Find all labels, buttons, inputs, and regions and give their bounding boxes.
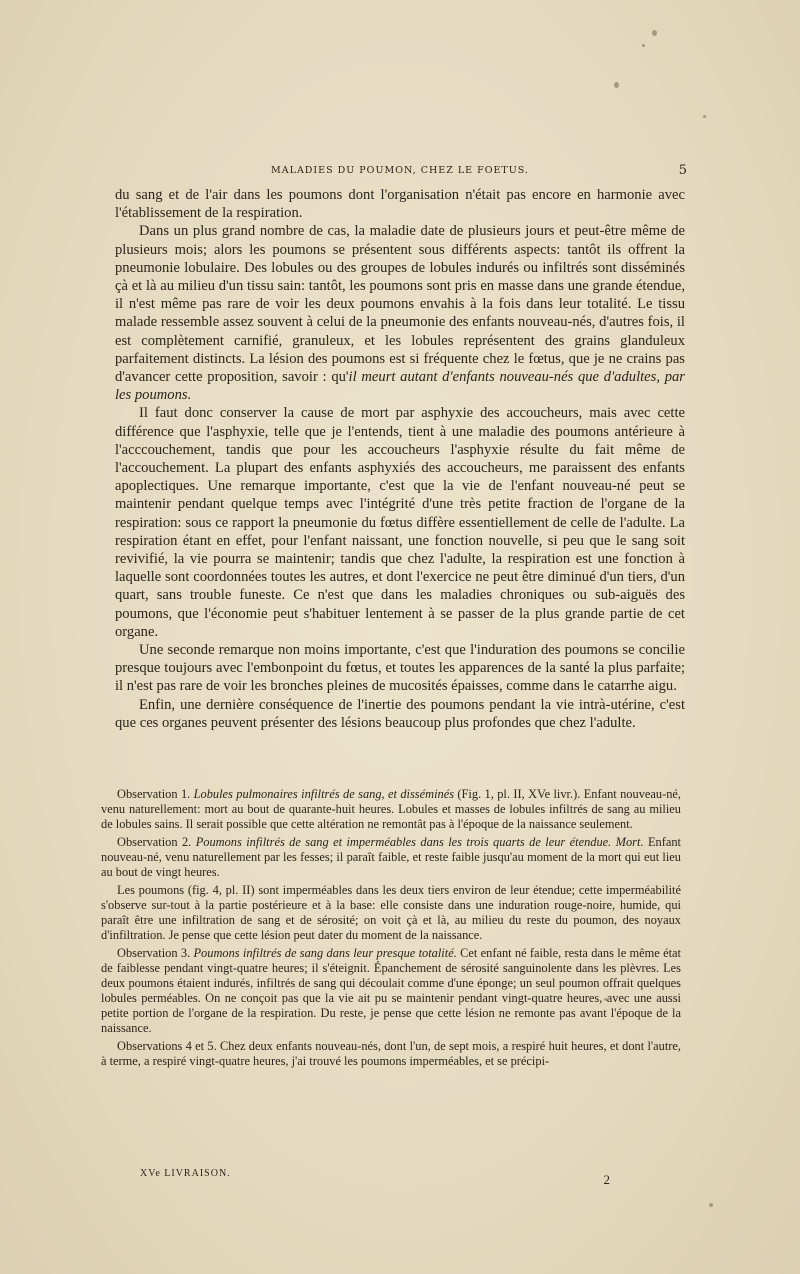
observation-title: Lobules pulmonaires infiltrés de sang, et disséminés [193, 787, 455, 801]
signature-mark: 2 [603, 1172, 610, 1187]
paper-speck [703, 115, 706, 118]
paragraph: du sang et de l'air dans les poumons dont l'organisation n'était pas encore en harmonie avec l'établissement de la respiration. [115, 187, 685, 222]
observation-title: Poumons infiltrés de sang et imperméables dans les trois quarts de leur étendue. Mort. [195, 835, 644, 849]
paragraph: Une seconde remarque non moins importante, c'est que l'induration des poumons se concilie presque toujours avec l'embonpoint du fœtus, et toutes les apparences de la santé la plus parfaite; il n'est pas rare de voir les bronches pleines de mucosités épaisses, comme dans le catarrhe aigu. [115, 642, 685, 695]
page-number: 5 [678, 163, 687, 178]
observation: Observation 1. Lobules pulmonaires infiltrés de sang, et disséminés (Fig. 1, pl. II, XVe livr.). Enfant nouveau-né, venu naturellement: mort au bout de quarante-huit heures. Lobules et masses de lobules infiltrés de sang au milieu de lobules sains. Il serait possible que cette altération ne remontât pas à l'époque de la naissance seulement. [101, 787, 681, 831]
paragraph: Enfin, une dernière conséquence de l'inertie des poumons pendant la vie intrà-utérine, c'est que ces organes peuvent présenter des lésions beaucoup plus profondes que chez l'adulte. [115, 696, 685, 731]
observation: Les poumons (fig. 4, pl. II) sont imperméables dans les deux tiers environ de leur étendue; cette imperméabilité s'observe sur-tout à la partie postérieure et à la base: elle consiste dans une induration rouge-noire, humide, qui paraît être une infiltration de sang et de sérosité; on voit çà et là, au milieu du reste du poumon, des noyaux d'infiltration. Je pense que cette lésion peut dater du moment de la naissance. [101, 883, 681, 942]
paper-speck [709, 1203, 713, 1207]
main-text [115, 186, 685, 732]
paper-speck [614, 82, 619, 88]
running-head: MALADIES DU POUMON, CHEZ LE FOETUS. [271, 165, 529, 176]
emphasis: il meurt autant d'enfants nouveau-nés que d'adultes, par les poumons. [115, 369, 685, 404]
paragraph: Dans un plus grand nombre de cas, la maladie date de plusieurs jours et peut-être même de plusieurs mois; alors les poumons se présentent sous différents aspects: tantôt ils offrent la pneumonie lobulaire. Des lobules ou des groupes de lobules indurés ou infiltrés sont disséminés çà et là au milieu d'un tissu sain: tantôt, les poumons sont pris en masse dans une grande étendue, il n'est même pas rare de voir les deux poumons envahis à la fois dans leur totalité. Le tissu malade ressemble assez souvent à celui de la pneumonie des enfants nouveau-nés, d'autres fois, il est complètement carnifié, granuleux, et les lobules représentent des grains glanduleux parfaitement distincts. La lésion des poumons est si fréquente chez le fœtus, que je ne crains pas d'avancer cette proposition, savoir : qu'il meurt autant d'enfants nouveau-nés que d'adultes, par les poumons. [115, 223, 685, 404]
paper-speck [642, 44, 645, 47]
observation: Observations 4 et 5. Chez deux enfants nouveau-nés, dont l'un, de sept mois, a respiré huit heures, et dont l'autre, à terme, a respiré vingt-quatre heures, j'ai trouvé les poumons imperméables, et se précipi- [101, 1039, 681, 1068]
observations [101, 787, 681, 1072]
observation: Observation 3. Poumons infiltrés de sang dans leur presque totalité. Cet enfant né faible, resta dans le même état de faiblesse pendant vingt-quatre heures; il s'éteignit. Épanchement de sérosité sanguinolente dans les plèvres. Les deux poumons étaient indurés, infiltrés de sang qui découlait comme d'une éponge; un seul poumon offrait quelques lobules perméables. On ne conçoit pas que la vie ait pu se maintenir pendant vingt-quatre heures, avec une aussi petite portion de l'organe de la respiration. Du reste, je pense que cette lésion ne remonte pas avant l'époque de la naissance. [101, 946, 681, 1035]
observation: Observation 2. Poumons infiltrés de sang et imperméables dans les trois quarts de leur étendue. Mort. Enfant nouveau-né, venu naturellement par les fesses; il paraît faible, et reste faible jusqu'au moment de la mort qui eut lieu au bout de vingt heures. [101, 835, 681, 879]
observation-title: Poumons infiltrés de sang dans leur presque totalité. [193, 946, 457, 960]
paper-speck [652, 30, 657, 36]
paragraph: Il faut donc conserver la cause de mort par asphyxie des accoucheurs, mais avec cette différence que l'asphyxie, telle que je l'entends, tient à une maladie des poumons antérieure à l'acccouchement, tandis que pour les accoucheurs l'asphyxie résulte du fait même de l'accouchement. La plupart des enfants asphyxiés des accoucheurs, me paraissent des enfants apoplectiques. Une remarque importante, c'est que la vie de l'enfant nouveau-né peut se maintenir pendant quelque temps avec l'intégrité d'une très petite fraction de l'organe de la respiration: sous ce rapport la pneumonie du fœtus diffère essentiellement de celle de l'adulte. La respiration étant en effet, pour l'enfant naissant, une fonction nouvelle, si peu que le sang soit revivifié, la vie pourra se maintenir; tandis que chez l'adulte, la respiration est une fonction à laquelle sont coordonnées toutes les autres, et dont l'exercice ne peut être diminué d'un tiers, d'un quart, sans trouble funeste. Ce n'est que dans les maladies chroniques ou sub-aiguës des poumons, que l'économie peut s'habituer lentement à se passer de la plus grande partie de cet organe. [115, 405, 685, 640]
signature-line: XVe LIVRAISON. [140, 1168, 231, 1179]
page-header [115, 163, 685, 179]
page-footer [140, 1168, 620, 1186]
